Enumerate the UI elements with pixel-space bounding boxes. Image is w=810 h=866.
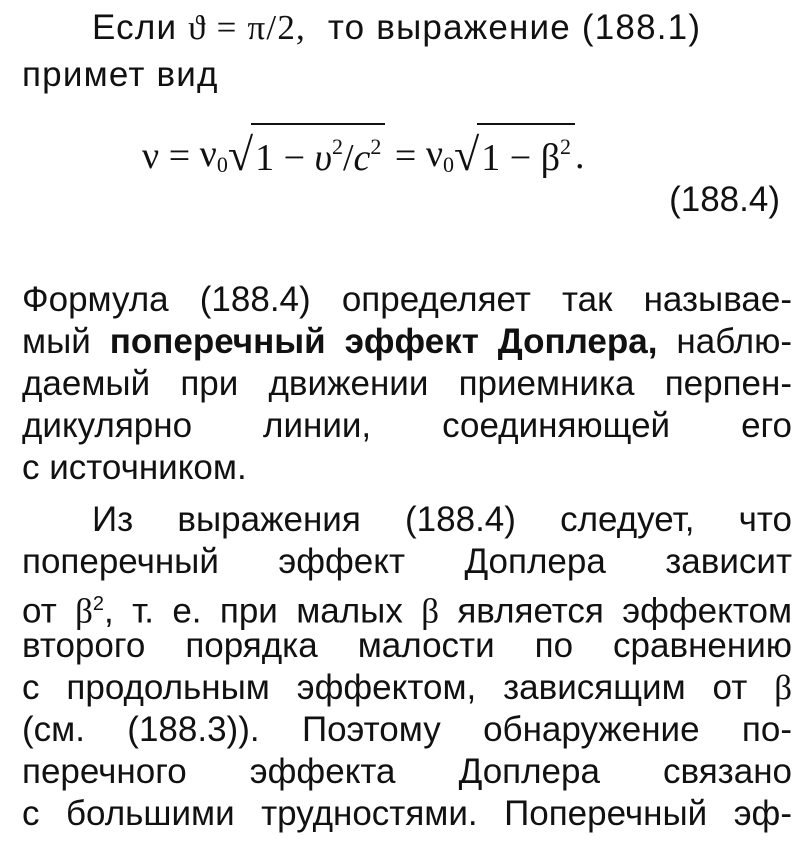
nu0-term-2 [426, 132, 454, 178]
paragraph3-line-4: второго порядка малости по сравнению [22, 626, 792, 665]
beta-symbol: β [540, 137, 561, 179]
beta-symbol: β [774, 668, 792, 707]
equals-sign-2: = [385, 135, 426, 177]
intro-line-1 [92, 8, 792, 48]
one-minus: 1 − [255, 137, 315, 179]
paragraph2-line-3: даемый при движении приемника перпен- [22, 364, 792, 403]
theta-symbol: ϑ [188, 8, 207, 47]
text-part: является эффектом [439, 591, 793, 631]
v-exponent: 2 [331, 134, 343, 159]
paragraph2-line-5: с источником. [22, 448, 247, 487]
line-suffix: наблю- [657, 322, 792, 361]
sqrt-term-1 [228, 123, 386, 178]
paragraph2-line-2 [22, 322, 792, 362]
paragraph3-line-1: Из выражения (188.4) следует, что [92, 500, 792, 539]
one-minus-2: 1 − [481, 137, 541, 179]
sqrt-icon-2: √ [454, 129, 480, 180]
intro-text: Если [92, 8, 189, 47]
line-prefix: мый [22, 322, 110, 361]
subscript-zero-2: 0 [443, 152, 455, 177]
sqrt-body-2 [477, 123, 575, 178]
equals-sign: = [159, 135, 200, 177]
paragraph3-line-7: перечного эффекта Доплера связано [22, 752, 792, 791]
paragraph3-line-3 [22, 584, 792, 632]
paragraph3-line-8: с большими трудностями. Поперечный эф- [22, 794, 792, 833]
text-part: , т. е. при малых [104, 591, 422, 631]
intro-rest-text: то выражение (188.1) [327, 8, 702, 47]
sqrt-body-1 [251, 123, 385, 178]
slash: / [342, 137, 354, 179]
c-symbol: c [353, 137, 371, 179]
nu0-term [200, 132, 228, 178]
formula-period: . [575, 135, 585, 177]
paragraph3-line-6: (см. (188.3)). Поэтому обнаружение по- [22, 710, 792, 749]
equation-number: (188.4) [669, 180, 780, 219]
paragraph2-line-4: дикулярно линии, соединяющей его [22, 406, 792, 445]
c-exponent: 2 [370, 134, 382, 159]
beta-exponent: 2 [92, 593, 105, 615]
bold-term: поперечный эффект Доплера, [109, 322, 658, 361]
nu0-symbol-2: ν [425, 133, 444, 175]
nu-symbol: ν [142, 135, 160, 177]
formula-188-4 [142, 118, 585, 178]
nu0-symbol: ν [199, 133, 217, 175]
sqrt-term-2 [454, 123, 575, 178]
paragraph3-line-2: поперечный эффект Доплера зависит [22, 542, 792, 581]
beta-symbol: β [421, 591, 439, 631]
paragraph2-line-1: Формула (188.4) определяет так называе- [22, 280, 792, 319]
beta-symbol: β [75, 591, 93, 631]
subscript-zero: 0 [216, 152, 228, 177]
beta-exponent: 2 [560, 134, 572, 159]
text-part: от [22, 591, 76, 631]
v-symbol: υ [314, 137, 332, 179]
text-part: с продольным эффектом, зависящим от [22, 668, 775, 707]
condition-text: = π/2, [206, 8, 306, 47]
intro-line-2: примет вид [22, 55, 219, 94]
paragraph3-line-5 [22, 668, 792, 708]
sqrt-icon: √ [227, 129, 254, 180]
